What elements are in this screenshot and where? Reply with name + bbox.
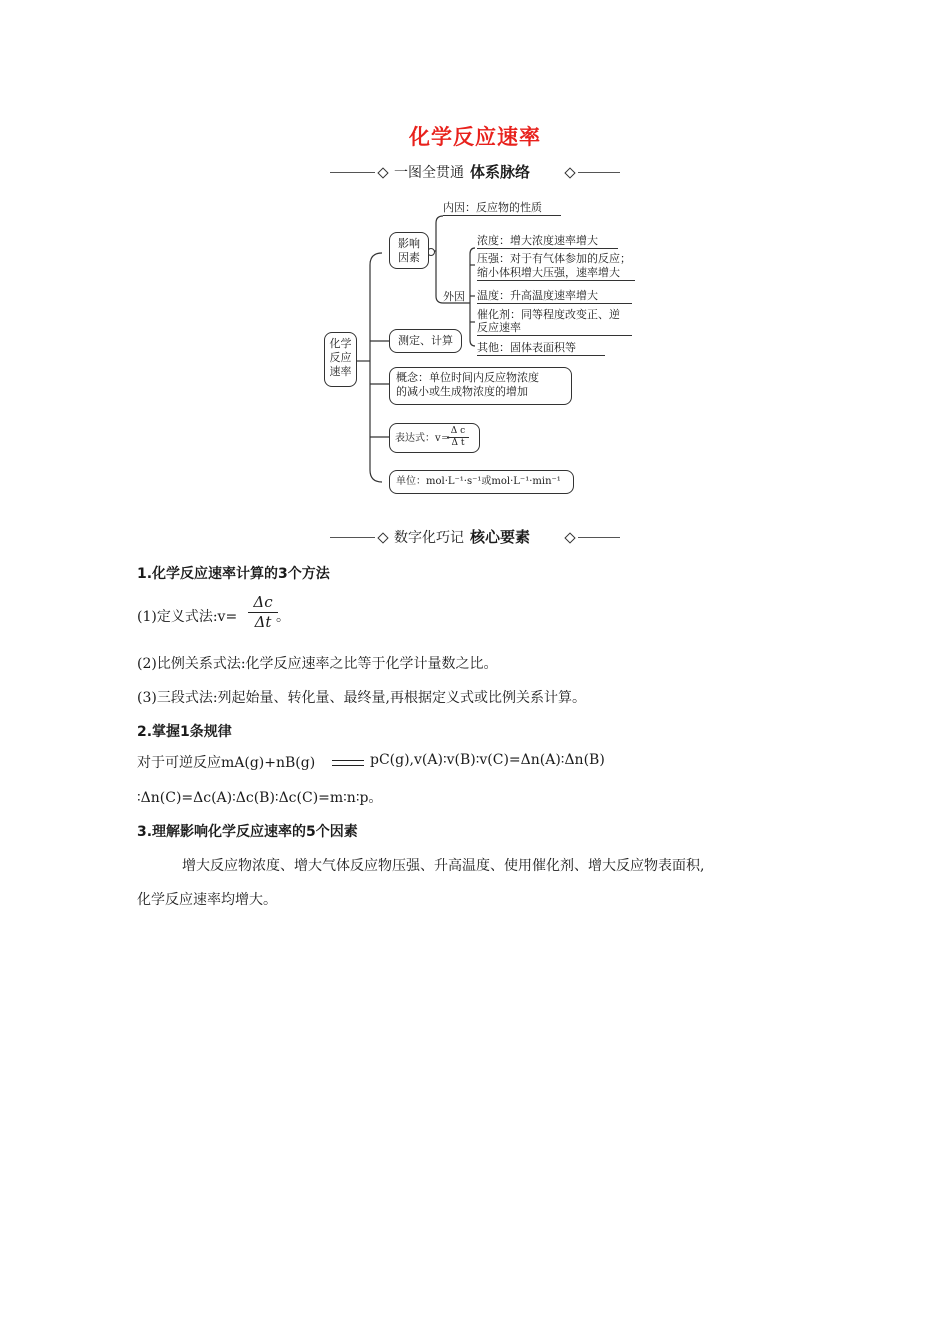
paragraph-rule-part-a: 对于可逆反应mA(g)+nB(g) xyxy=(137,755,316,771)
factors-line-1: 影响 xyxy=(398,237,420,250)
root-line-1: 化学 xyxy=(329,337,352,350)
measure-text: 测定、计算 xyxy=(398,334,453,347)
definition-fraction xyxy=(248,593,278,632)
definition-numerator: Δc xyxy=(248,593,278,613)
expression-fraction xyxy=(447,426,469,449)
external-item-catalyst-1: 催化剂：同等程度改变正、逆 xyxy=(477,308,620,321)
definition-prefix: (1)定义式法:v= xyxy=(137,609,238,625)
heading-3: 3.理解影响化学反应速率的5个因素 xyxy=(137,824,358,840)
section-header-core xyxy=(330,526,620,550)
expression-denominator: Δ t xyxy=(451,438,465,448)
root-line-2: 反应 xyxy=(329,351,352,364)
diamond-left-icon xyxy=(377,532,388,543)
unit-box xyxy=(389,470,574,494)
factors-line-2: 因素 xyxy=(398,251,420,264)
external-item-concentration: 浓度：增大浓度速率增大 xyxy=(477,234,618,249)
section-header-label xyxy=(394,526,530,547)
unit-text: 单位：mol·L⁻¹·s⁻¹或mol·L⁻¹·min⁻¹ xyxy=(396,476,561,487)
divider-right xyxy=(578,537,620,538)
definition-denominator: Δt xyxy=(254,613,272,631)
paragraph-factors-line-1: 增大反应物浓度、增大气体反应物压强、升高温度、使用催化剂、增大反应物表面积, xyxy=(182,858,705,874)
divider-left xyxy=(330,537,375,538)
paragraph-rule-part-b: pC(g),v(A)∶v(B)∶v(C)=Δn(A)∶Δn(B) xyxy=(370,752,605,768)
external-item-catalyst-2: 反应速率 xyxy=(477,321,632,336)
paragraph-rule-line-2: ∶Δn(C)=Δc(A)∶Δc(B)∶Δc(C)=m∶n∶p。 xyxy=(137,790,383,806)
external-item-temperature: 温度：升高温度速率增大 xyxy=(477,289,632,304)
paragraph-definition xyxy=(137,606,237,626)
section-header-right-text: 核心要素 xyxy=(470,528,531,546)
external-label: 外因 xyxy=(443,290,465,303)
root-line-3: 速率 xyxy=(329,365,352,378)
expression-numerator: Δ c xyxy=(447,426,469,438)
factors-box xyxy=(389,232,429,269)
external-item-other: 其他：固体表面积等 xyxy=(477,341,605,356)
external-item-pressure-2: 缩小体积增大压强，速率增大 xyxy=(477,266,635,281)
page-title: 化学反应速率 xyxy=(409,125,541,149)
paragraph-factors-line-2: 化学反应速率均增大。 xyxy=(137,892,277,908)
measure-box xyxy=(389,329,462,353)
paragraph-three-stage: (3)三段式法:列起始量、转化量、最终量,再根据定义式或比例关系计算。 xyxy=(137,690,586,706)
concept-line-2: 的减小或生成物浓度的增加 xyxy=(396,385,528,398)
equilibrium-arrow xyxy=(332,760,364,766)
concept-box xyxy=(389,367,572,405)
external-item-pressure-1: 压强：对于有气体参加的反应； xyxy=(477,252,631,265)
internal-factor: 内因：反应物的性质 xyxy=(443,201,561,216)
mind-map xyxy=(0,0,950,520)
heading-1: 1.化学反应速率计算的3个方法 xyxy=(137,566,330,582)
mind-map-root xyxy=(324,332,357,387)
expression-box xyxy=(389,423,480,453)
heading-2: 2.掌握1条规律 xyxy=(137,724,232,740)
section-header-left-text: 数字化巧记 xyxy=(394,530,464,546)
diamond-right-icon xyxy=(564,532,575,543)
concept-line-1: 概念：单位时间内反应物浓度 xyxy=(396,371,539,384)
expression-prefix: 表达式：v＝ xyxy=(395,433,451,444)
definition-suffix: 。 xyxy=(276,609,290,625)
section-header-right-text: 体系脉络 xyxy=(470,163,531,181)
paragraph-ratio: (2)比例关系式法:化学反应速率之比等于化学计量数之比。 xyxy=(137,656,498,672)
section-header-left-text: 一图全贯通 xyxy=(394,165,464,181)
